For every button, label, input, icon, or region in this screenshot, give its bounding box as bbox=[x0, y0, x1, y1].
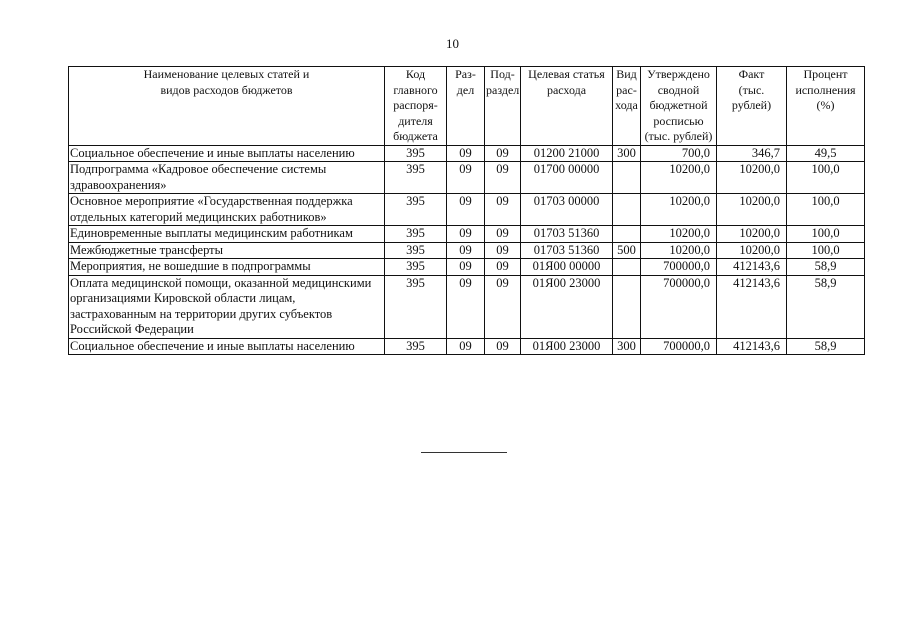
cell-section: 09 bbox=[447, 194, 485, 226]
cell-target: 01703 00000 bbox=[521, 194, 613, 226]
cell-subsection: 09 bbox=[485, 338, 521, 355]
cell-section: 09 bbox=[447, 226, 485, 243]
cell-approved: 700000,0 bbox=[641, 338, 717, 355]
cell-approved: 700000,0 bbox=[641, 259, 717, 276]
cell-approved: 10200,0 bbox=[641, 226, 717, 243]
table-row bbox=[69, 242, 865, 259]
table-header-row bbox=[69, 67, 865, 146]
cell-target: 01Я00 23000 bbox=[521, 338, 613, 355]
cell-percent: 49,5 bbox=[787, 145, 865, 162]
cell-subsection: 09 bbox=[485, 145, 521, 162]
cell-fact: 10200,0 bbox=[717, 162, 787, 194]
cell-name: Мероприятия, не вошедшие в подпрограммы bbox=[69, 259, 385, 276]
cell-name: Основное мероприятие «Государственная поддержка отдельных категорий медицинских работников» bbox=[69, 194, 385, 226]
cell-type bbox=[613, 275, 641, 338]
cell-approved: 10200,0 bbox=[641, 194, 717, 226]
cell-name: Единовременные выплаты медицинским работникам bbox=[69, 226, 385, 243]
cell-type bbox=[613, 162, 641, 194]
cell-code: 395 bbox=[385, 242, 447, 259]
cell-target: 01Я00 00000 bbox=[521, 259, 613, 276]
cell-subsection: 09 bbox=[485, 194, 521, 226]
cell-target: 01Я00 23000 bbox=[521, 275, 613, 338]
cell-approved: 700000,0 bbox=[641, 275, 717, 338]
table-row bbox=[69, 194, 865, 226]
cell-name: Подпрограмма «Кадровое обеспечение системы здравоохранения» bbox=[69, 162, 385, 194]
header-fact: Факт (тыс. рублей) bbox=[717, 67, 787, 146]
cell-percent: 100,0 bbox=[787, 242, 865, 259]
cell-name: Социальное обеспечение и иные выплаты населению bbox=[69, 338, 385, 355]
cell-subsection: 09 bbox=[485, 242, 521, 259]
cell-approved: 10200,0 bbox=[641, 242, 717, 259]
cell-percent: 58,9 bbox=[787, 275, 865, 338]
cell-type bbox=[613, 226, 641, 243]
cell-approved: 700,0 bbox=[641, 145, 717, 162]
cell-name: Межбюджетные трансферты bbox=[69, 242, 385, 259]
cell-code: 395 bbox=[385, 194, 447, 226]
cell-fact: 10200,0 bbox=[717, 226, 787, 243]
cell-section: 09 bbox=[447, 162, 485, 194]
cell-percent: 100,0 bbox=[787, 162, 865, 194]
header-subsection: Под- раздел bbox=[485, 67, 521, 146]
table-row bbox=[69, 162, 865, 194]
header-percent: Процент исполнения (%) bbox=[787, 67, 865, 146]
cell-name: Оплата медицинской помощи, оказанной медицинскими организациями Кировской области лицам, застрахованным на территории других субъектов Российской Федерации bbox=[69, 275, 385, 338]
cell-percent: 100,0 bbox=[787, 226, 865, 243]
cell-section: 09 bbox=[447, 338, 485, 355]
cell-section: 09 bbox=[447, 259, 485, 276]
cell-fact: 412143,6 bbox=[717, 338, 787, 355]
cell-code: 395 bbox=[385, 275, 447, 338]
budget-table bbox=[68, 66, 865, 355]
table-row bbox=[69, 275, 865, 338]
cell-target: 01200 21000 bbox=[521, 145, 613, 162]
cell-subsection: 09 bbox=[485, 259, 521, 276]
cell-section: 09 bbox=[447, 145, 485, 162]
cell-target: 01700 00000 bbox=[521, 162, 613, 194]
cell-type bbox=[613, 259, 641, 276]
table-row bbox=[69, 145, 865, 162]
cell-section: 09 bbox=[447, 242, 485, 259]
cell-section: 09 bbox=[447, 275, 485, 338]
cell-fact: 346,7 bbox=[717, 145, 787, 162]
cell-percent: 58,9 bbox=[787, 338, 865, 355]
cell-code: 395 bbox=[385, 226, 447, 243]
footer-rule bbox=[421, 452, 507, 453]
cell-target: 01703 51360 bbox=[521, 242, 613, 259]
cell-percent: 58,9 bbox=[787, 259, 865, 276]
cell-type bbox=[613, 194, 641, 226]
cell-subsection: 09 bbox=[485, 275, 521, 338]
table-row bbox=[69, 338, 865, 355]
table-body bbox=[69, 145, 865, 355]
cell-subsection: 09 bbox=[485, 226, 521, 243]
cell-type: 500 bbox=[613, 242, 641, 259]
cell-percent: 100,0 bbox=[787, 194, 865, 226]
cell-fact: 412143,6 bbox=[717, 275, 787, 338]
cell-fact: 10200,0 bbox=[717, 194, 787, 226]
cell-type: 300 bbox=[613, 338, 641, 355]
page-number: 10 bbox=[446, 36, 459, 51]
cell-name: Социальное обеспечение и иные выплаты населению bbox=[69, 145, 385, 162]
cell-fact: 412143,6 bbox=[717, 259, 787, 276]
header-target: Целевая статья расхода bbox=[521, 67, 613, 146]
header-section: Раз- дел bbox=[447, 67, 485, 146]
cell-approved: 10200,0 bbox=[641, 162, 717, 194]
header-name: Наименование целевых статей и видов расходов бюджетов bbox=[69, 67, 385, 146]
cell-code: 395 bbox=[385, 338, 447, 355]
header-approved: Утверждено сводной бюджетной росписью (тыс. рублей) bbox=[641, 67, 717, 146]
cell-code: 395 bbox=[385, 259, 447, 276]
cell-code: 395 bbox=[385, 145, 447, 162]
cell-type: 300 bbox=[613, 145, 641, 162]
cell-code: 395 bbox=[385, 162, 447, 194]
cell-fact: 10200,0 bbox=[717, 242, 787, 259]
cell-subsection: 09 bbox=[485, 162, 521, 194]
cell-target: 01703 51360 bbox=[521, 226, 613, 243]
header-code: Код главного распоря- дителя бюджета bbox=[385, 67, 447, 146]
table-row bbox=[69, 259, 865, 276]
table-row bbox=[69, 226, 865, 243]
header-type: Вид рас- хода bbox=[613, 67, 641, 146]
